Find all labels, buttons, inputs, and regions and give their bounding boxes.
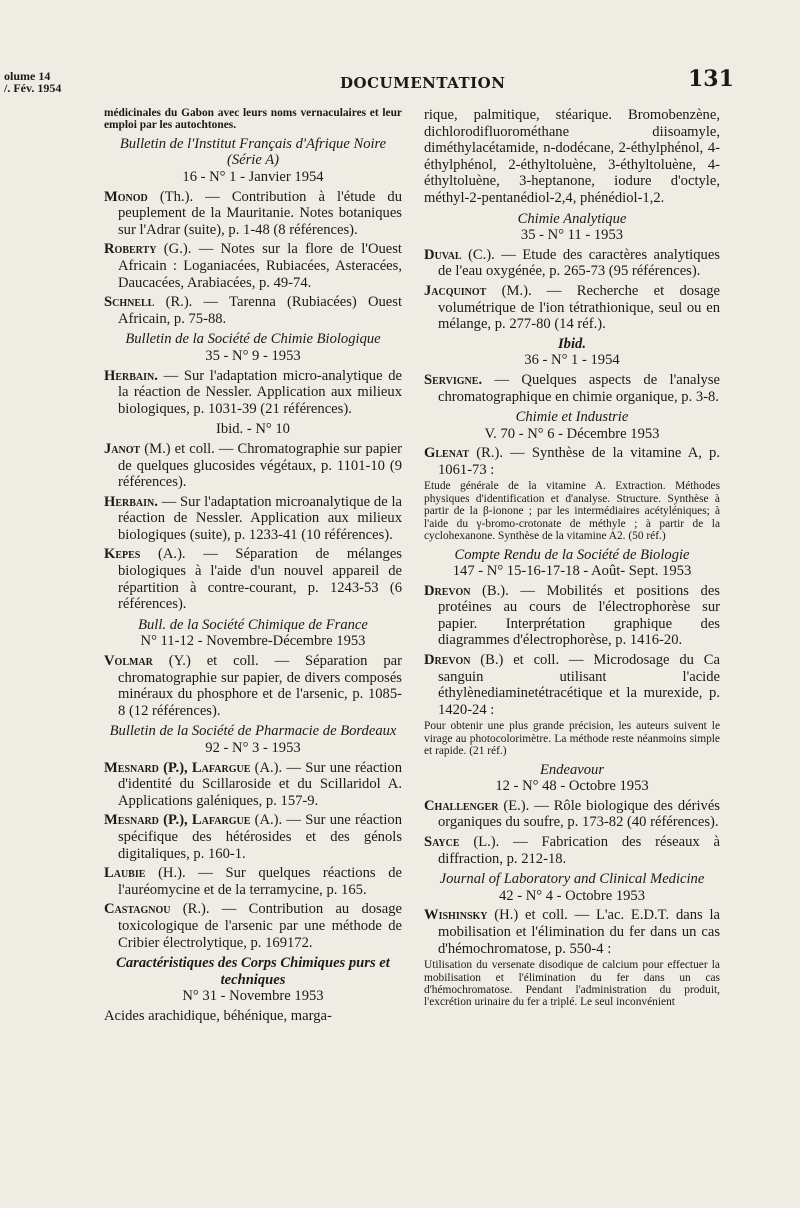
- reference-entry: [104, 241, 402, 291]
- reference-text: (A.). — Séparation de mélanges biologiques à l'aide d'un nouvel appareil de répartition à contre-courant, p. 1243-53 (6 références).: [118, 546, 402, 613]
- author: Duval: [424, 246, 462, 263]
- reference-entry: [104, 812, 402, 862]
- reference-entry: [104, 441, 402, 491]
- reference-text: (L.). — Fabrication des réseaux à diffraction, p. 212-18.: [438, 834, 720, 867]
- reference-entry: [104, 901, 402, 951]
- reference-entry: [104, 294, 402, 327]
- reference-entry: [424, 907, 720, 957]
- reference-entry: [424, 247, 720, 280]
- author: Glenat: [424, 445, 470, 462]
- reference-entry: [424, 798, 720, 831]
- reference-entry: [424, 834, 720, 867]
- issue-line: 42 - N° 4 - Octobre 1953: [498, 887, 646, 904]
- reference-text: (C.). — Etude des caractères analytiques de l'eau oxygénée, p. 265-73 (95 références).: [438, 246, 720, 280]
- reference-text: (M.) et coll. — Chromatographie sur papier de quelques glucosides végétaux, p. 1101-10 (9 références).: [118, 440, 402, 491]
- author: Challenger: [424, 797, 499, 814]
- journal-title: Caractéristiques des Corps Chimiques purs et techniques: [116, 955, 390, 988]
- left-column: [104, 107, 402, 1025]
- volume-label: olume 14: [4, 69, 51, 83]
- issue-line: Ibid.: [558, 335, 586, 352]
- reference-text: (Th.). — Contribution à l'étude du peuplement de la Mauritanie. Notes botaniques sur l'Adrar (suite), p. 1-48 (8 références).: [118, 188, 402, 238]
- reference-entry: [424, 372, 720, 405]
- issue-line: 12 - N° 48 - Octobre 1953: [495, 778, 649, 795]
- reference-text: (E.). — Rôle biologique des dérivés organiques du soufre, p. 173-82 (40 références).: [438, 797, 720, 831]
- author: Schnell: [104, 294, 155, 311]
- abstract: Utilisation du versenate disodique de calcium pour effectuer la mobilisation et l'élimination du fer dans un cas d'hémochromatose. Pendant l'administration du produit, l'excrétion urinaire du fer a triplé. Le seul inconvénient: [424, 959, 720, 1009]
- journal-title: Bulletin de la Société de Chimie Biologique: [125, 331, 381, 348]
- issue-line: V. 70 - N° 6 - Décembre 1953: [484, 425, 660, 442]
- author: Mesnard (P.), Lafargue: [104, 812, 251, 829]
- reference-text: — Quelques aspects de l'analyse chromatographique en chimie organique, p. 3-8.: [438, 371, 720, 405]
- reference-entry: [104, 494, 402, 544]
- author: Volmar: [104, 653, 153, 670]
- abstract: Pour obtenir une plus grande précision, les auteurs suivent le virage au photocolorimètre. La méthode reste néanmoins simple et rapide. (21 réf.): [424, 720, 720, 758]
- author: Jacquinot: [424, 282, 487, 299]
- issue-line: N° 31 - Novembre 1953: [182, 988, 324, 1005]
- reference-entry: [104, 760, 402, 810]
- issue-line: 36 - N° 1 - 1954: [524, 352, 620, 369]
- author: Kepes: [104, 546, 141, 563]
- reference-entry: [104, 546, 402, 612]
- reference-text: (Y.) et coll. — Séparation par chromatographie sur papier, de divers composés minéraux du phosphore et de l'arsenic, p. 1085-8 (12 références).: [118, 653, 402, 719]
- author: Servigne.: [424, 371, 483, 388]
- journal-title: Bulletin de la Société de Pharmacie de Bordeaux: [109, 723, 397, 740]
- reference-entry: [104, 653, 402, 719]
- paragraph: Acides arachidique, béhénique, marga-: [104, 1007, 332, 1024]
- author: Monod: [104, 188, 148, 205]
- journal-title: Chimie et Industrie: [515, 409, 629, 426]
- right-column: [424, 107, 720, 1012]
- reference-text: (R.). — Synthèse de la vitamine A, p. 1061-73 :: [438, 445, 720, 478]
- issue-line: 16 - N° 1 - Janvier 1954: [182, 169, 324, 185]
- author: Sayce: [424, 834, 460, 851]
- issue-date: /. Fév. 1954: [4, 81, 62, 95]
- journal-title: Journal of Laboratory and Clinical Medicine: [439, 871, 705, 888]
- reference-entry: [424, 445, 720, 478]
- reference-text: — Sur l'adaptation microanalytique de la réaction de Nessler. Application aux milieux biologiques (suite), p. 1233-41 (10 références).: [118, 493, 402, 543]
- reference-entry: [424, 583, 720, 649]
- author: Herbain.: [104, 493, 158, 510]
- author: Janot: [104, 440, 141, 457]
- author: Drevon: [424, 582, 471, 599]
- author: Mesnard (P.), Lafargue: [104, 759, 251, 776]
- author: Drevon: [424, 652, 471, 669]
- reference-text: (B.). — Mobilités et positions des protéines au cours de l'électrophorèse sur papier. Interprétation graphique des diagrammes d'électrophorèse, p. 1416-20.: [438, 582, 720, 649]
- paragraph: rique, palmitique, stéarique. Bromobenzène, dichlorodifluorométhane diisoamyle, diméthylacétamide, n-dodécane, 2-éthylphénol, 4-éthylphénol, 2-éthyltoluène, 3-éthyltoluène, 4-éthyltoluène, 3-heptanone, iodure d'octyle, méthyl-2-pentanédiol-2,4, phénédiol-1,2.: [424, 107, 720, 206]
- journal-title: Compte Rendu de la Société de Biologie: [454, 546, 690, 563]
- reference-entry: [104, 865, 402, 898]
- reference-entry: [424, 283, 720, 333]
- reference-text: (H.) et coll. — L'ac. E.D.T. dans la mobilisation et l'élimination du fer dans un cas d'hémochromatose, p. 550-4 :: [438, 907, 721, 957]
- author: Castagnou: [104, 901, 171, 918]
- reference-entry: [104, 189, 402, 239]
- issue-line: 35 - N° 9 - 1953: [205, 347, 301, 364]
- issue-line: 92 - N° 3 - 1953: [205, 740, 301, 756]
- reference-text: (R.). — Tarenna (Rubiacées) Ouest Africain, p. 75-88.: [118, 294, 402, 327]
- abstract: Etude générale de la vitamine A. Extraction. Méthodes physiques d'identification et d'analyse. Structure. Synthèse à partir de la β-ionone ; par les intermédiaires acétyléniques; à l'aide du γ-bromo-crotonate de méthyle ; à partir de la cyclohexanone. Synthèse de la vitamine A2. (50 réf.): [424, 480, 720, 543]
- volume-info: [4, 70, 61, 94]
- reference-text: (A.). — Sur une réaction d'identité du Scillaroside et du Scillaridol A. Applications galéniques, p. 157-9.: [118, 759, 402, 809]
- reference-text: (A.). — Sur une réaction spécifique des hétérosides et des génols digitaliques, p. 160-1.: [118, 812, 402, 862]
- page-number: 131: [688, 66, 734, 92]
- reference-text: (M.). — Recherche et dosage volumétrique de l'ion tétrathionique, seul ou en mélange, p. 277-80 (14 réf.).: [438, 282, 720, 333]
- reference-entry: [424, 652, 720, 718]
- author: Herbain.: [104, 367, 158, 384]
- reference-text: (B.) et coll. — Microdosage du Ca sanguin utilisant l'acide éthylènediaminetétracétique et la murexide, p. 1420-24 :: [438, 652, 720, 718]
- reference-text: — Sur l'adaptation micro-analytique de la réaction de Nessler. Application aux milieux biologiques, p. 1031-39 (21 références).: [118, 367, 403, 417]
- journal-title: Endeavour: [539, 761, 605, 778]
- author: Laubie: [104, 865, 146, 882]
- journal-title: Chimie Analytique: [517, 210, 627, 227]
- journal-title: Bulletin de l'Institut Français d'Afrique Noire (Série A): [119, 135, 387, 169]
- author: Roberty: [104, 241, 157, 258]
- intro-text: médicinales du Gabon avec leurs noms vernaculaires et leur emploi par les autochtones.: [104, 107, 402, 132]
- issue-line: 147 - N° 15-16-17-18 - Août- Sept. 1953: [452, 563, 692, 580]
- running-title: DOCUMENTATION: [340, 74, 506, 92]
- journal-title: Bull. de la Société Chimique de France: [138, 616, 368, 633]
- author: Wishinsky: [424, 907, 488, 924]
- issue-line: 35 - N° 11 - 1953: [520, 227, 624, 244]
- reference-entry: [104, 368, 402, 418]
- issue-line: N° 11-12 - Novembre-Décembre 1953: [140, 633, 366, 650]
- issue-line: Ibid. - N° 10: [216, 421, 290, 438]
- reference-text: (G.). — Notes sur la flore de l'Ouest Africain : Loganiacées, Rubiacées, Asteracées, Daucacées, Arabiacées, p. 49-74.: [118, 241, 402, 291]
- reference-text: (R.). — Contribution au dosage toxicologique de l'arsenic par une méthode de Cribier électrolytique, p. 169172.: [118, 901, 402, 951]
- reference-text: (H.). — Sur quelques réactions de l'auréomycine et de la terramycine, p. 165.: [118, 865, 402, 898]
